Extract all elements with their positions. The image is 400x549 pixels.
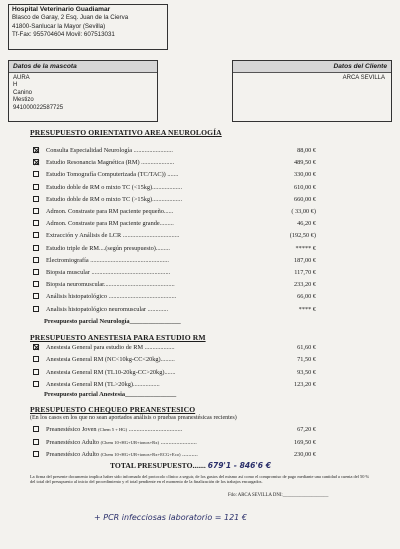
neuro-item-name: Admon. Constraste para RM paciente grande......... (46, 220, 174, 228)
preanest-item-label (46, 424, 182, 435)
neuro-item-label (46, 206, 173, 217)
preanest-item-name: Preanestésico Joven (46, 426, 97, 433)
neuro-row (30, 243, 360, 254)
preanest-item-detail: (Chem 10+HG+UR+ionos+Rx+ECG+Eco) (100, 452, 181, 457)
neuro-item-name: Extracción y Análisis de LCR .................................... (46, 232, 180, 240)
anest-item-label (46, 379, 160, 390)
anest-item-name: Anestesia General RM (TL>20kg)................. (46, 381, 160, 389)
anest-checkbox[interactable] (33, 369, 39, 375)
total-handwritten: 679'1 - 846'6 € (207, 461, 271, 470)
neuro-item-price: 187,00 € (293, 256, 316, 264)
neuro-item-price: **** € (298, 305, 316, 313)
anest-item-name: Anestesia General para estudio de RM ................... (46, 344, 175, 351)
preanest-subtitle: (En los casos en los que no sean aportados análisis o pruebas preanestésicas recientes) (30, 415, 237, 421)
neuro-item-name: Estudio triple de RM....(según presupuesto)......... (46, 244, 170, 252)
neuro-checkbox[interactable] (33, 293, 39, 299)
neuro-item-price: 233,20 € (293, 281, 316, 289)
neuro-item-label (46, 255, 169, 266)
neuro-item-label (46, 304, 168, 315)
neuro-item-label (46, 218, 174, 229)
clinic-info-box (8, 4, 168, 50)
neuro-item-name: Estudio Tomografía Computerizada (TC/TAC)) ....... (46, 171, 179, 179)
neuro-item-price: 610,00 € (293, 183, 316, 191)
neuro-item-price: ( 33,00 €) (291, 208, 316, 215)
neuro-checkbox[interactable] (33, 269, 39, 275)
neuro-checkbox[interactable] (33, 245, 39, 251)
anest-item-label (46, 342, 175, 353)
neuro-row (30, 230, 360, 241)
neuro-checkbox[interactable] (33, 232, 39, 238)
neuro-section-title: PRESUPUESTO ORIENTATIVO AREA NEUROLOGÍA (30, 128, 222, 137)
anest-row (30, 379, 360, 390)
neuro-item-name: Admon. Constraste para RM paciente pequeño...... (46, 208, 174, 215)
anest-item-price: 123,20 € (293, 381, 316, 389)
neuro-item-price: 66,00 € (297, 293, 316, 301)
neuro-subtotal: Presupuesto parcial Neurología________________ (44, 318, 181, 325)
neuro-item-label (46, 230, 179, 241)
anest-section-title: PRESUPUESTO ANESTESIA PARA ESTUDIO RM (30, 333, 206, 342)
neuro-item-price: 489,50 € (293, 159, 316, 167)
preanest-item-leader: ....................... (159, 438, 197, 446)
anest-checkbox[interactable] (33, 381, 39, 387)
neuro-item-price: 46,20 € (297, 220, 316, 228)
neuro-checkbox[interactable] (33, 184, 39, 190)
total-label: TOTAL PRESUPUESTO....... (110, 461, 206, 470)
anest-item-price: 93,50 € (297, 368, 316, 376)
clinic-address: Blasco de Garay, 2 Esq. Juan de la Cierva (12, 14, 129, 22)
client-data-box (232, 60, 392, 122)
preanest-item-price: 169,50 € (293, 438, 316, 446)
neuro-item-label (46, 267, 170, 278)
neuro-item-label (46, 279, 175, 290)
pet-data-heading: Datos de la mascota (9, 61, 157, 73)
neuro-row (30, 169, 360, 180)
anest-row (30, 367, 360, 378)
pet-species: Canino (13, 89, 33, 96)
neuro-row (30, 291, 360, 302)
neuro-checkbox[interactable] (33, 208, 39, 214)
neuro-checkbox[interactable] (33, 147, 39, 153)
neuro-row (30, 206, 360, 217)
total-budget (110, 461, 271, 470)
preanest-item-price: 67,20 € (297, 426, 316, 433)
preanest-item-name: Preanestésico Adulto (46, 451, 99, 458)
preanest-section-title: PRESUPUESTO CHEQUEO PREANESTESICO (30, 405, 196, 414)
neuro-item-price: 660,00 € (293, 195, 316, 203)
neuro-checkbox[interactable] (33, 220, 39, 226)
anest-row (30, 342, 360, 353)
neuro-item-price: 117,70 € (294, 269, 316, 276)
neuro-row (30, 194, 360, 205)
neuro-row (30, 304, 360, 315)
neuro-checkbox[interactable] (33, 159, 39, 165)
preanest-row (30, 449, 360, 460)
neuro-item-label (46, 145, 173, 156)
neuro-checkbox[interactable] (33, 171, 39, 177)
clinic-phone: Tf-Fax: 955704604 Movil: 607513031 (12, 31, 115, 39)
neuro-row (30, 182, 360, 193)
neuro-item-price: 88,00 € (297, 147, 316, 154)
anest-item-name: Anestesia General RM (NC<10kg-CC<20kg)......... (46, 356, 175, 364)
preanest-checkbox[interactable] (33, 451, 39, 457)
neuro-row (30, 218, 360, 229)
neuro-item-name: Electromiografía .................................................. (46, 256, 169, 264)
preanest-item-leader: .................................. (127, 426, 183, 433)
anest-item-price: 61,60 € (297, 344, 316, 351)
anest-item-label (46, 354, 175, 365)
neuro-row (30, 157, 360, 168)
preanest-checkbox[interactable] (33, 439, 39, 445)
neuro-item-name: Biopsia neuromuscular............................................. (46, 281, 175, 289)
neuro-item-label (46, 291, 176, 302)
neuro-item-price: ***** € (295, 244, 316, 252)
handwritten-note: + PCR infecciosas laboratorio = 121 € (94, 513, 247, 522)
neuro-checkbox[interactable] (33, 281, 39, 287)
preanest-item-detail: (Chem 10+HG+UR+ionos+Rx) (100, 439, 160, 445)
neuro-item-price: 330,00 € (293, 171, 316, 179)
neuro-item-name: Estudio doble de RM o mixto TC (>15kg)................... (46, 195, 183, 203)
neuro-item-name: Analisis histopatológico neuromuscular ............. (46, 305, 169, 313)
pet-chip: 941000022587725 (13, 104, 64, 111)
preanest-checkbox[interactable] (33, 426, 39, 432)
neuro-item-name: Biopsia muscular .................................................. (46, 269, 171, 276)
neuro-item-label (46, 157, 174, 168)
preanest-item-leader: .......... (180, 451, 198, 458)
neuro-item-name: Estudio doble de RM o mixto TC (<15kg)................... (46, 183, 183, 191)
preanest-row (30, 437, 360, 448)
neuro-item-price: (192,50 €) (289, 232, 316, 240)
neuro-item-name: Análisis histopatológico ........................................... (46, 293, 177, 301)
anest-item-price: 71,50 € (297, 356, 316, 364)
neuro-checkbox[interactable] (33, 257, 39, 263)
preanest-item-name: Preanestésico Adulto (46, 438, 99, 446)
pet-data-box (8, 60, 158, 122)
neuro-checkbox[interactable] (33, 306, 39, 312)
neuro-item-label (46, 194, 182, 205)
neuro-item-label (46, 243, 170, 254)
preanest-item-label (46, 449, 198, 460)
preanest-item-price: 230,00 € (293, 451, 316, 458)
neuro-item-label (46, 169, 178, 180)
neuro-row (30, 255, 360, 266)
neuro-checkbox[interactable] (33, 196, 39, 202)
clinic-city: 41800-Sanlucar la Mayor (Sevilla) (12, 22, 106, 30)
neuro-item-label (46, 182, 182, 193)
anest-item-name: Anestesia General RM (TL10-20kg-CC>20kg)....... (46, 368, 176, 376)
neuro-row (30, 267, 360, 278)
client-data-heading: Datos del Cliente (233, 61, 391, 73)
preanest-item-detail: (Chem 5 + HG) (98, 427, 128, 432)
neuro-item-name: Estudio Resonancia Magnética (RM) ..................... (46, 159, 175, 167)
pet-breed: Mestizo (13, 97, 34, 104)
neuro-row (30, 279, 360, 290)
clinic-name: Hospital Veterinario Guadiamar (12, 6, 111, 13)
preanest-item-label (46, 437, 197, 448)
anest-item-label (46, 367, 175, 378)
client-name: ARCA SEVILLA (342, 75, 385, 81)
pet-sex: H (13, 82, 18, 89)
anest-subtotal: Presupuesto parcial Anestesia________________ (44, 391, 177, 398)
preanest-row (30, 424, 360, 435)
anest-row (30, 354, 360, 365)
anest-checkbox[interactable] (33, 344, 39, 350)
consent-text: La firma del presente documento implica haber sido informado del protocolo clínico a seguir, de los gastos del mismo así como el compromiso de pago mediante una cantidad a cuenta del 50 % del total del presupuesto al inicio del procedimiento y el total pendiente en el momento de la finalización de los trabajos encargados. (30, 474, 370, 485)
pet-name: AURA (13, 75, 30, 81)
neuro-row (30, 145, 360, 156)
neuro-item-name: Consulta Especialidad Neurología ......................... (46, 147, 173, 154)
signature-line: Fdo: ARCA SEVILLA DNI:___________________ (228, 493, 329, 498)
anest-checkbox[interactable] (33, 356, 39, 362)
